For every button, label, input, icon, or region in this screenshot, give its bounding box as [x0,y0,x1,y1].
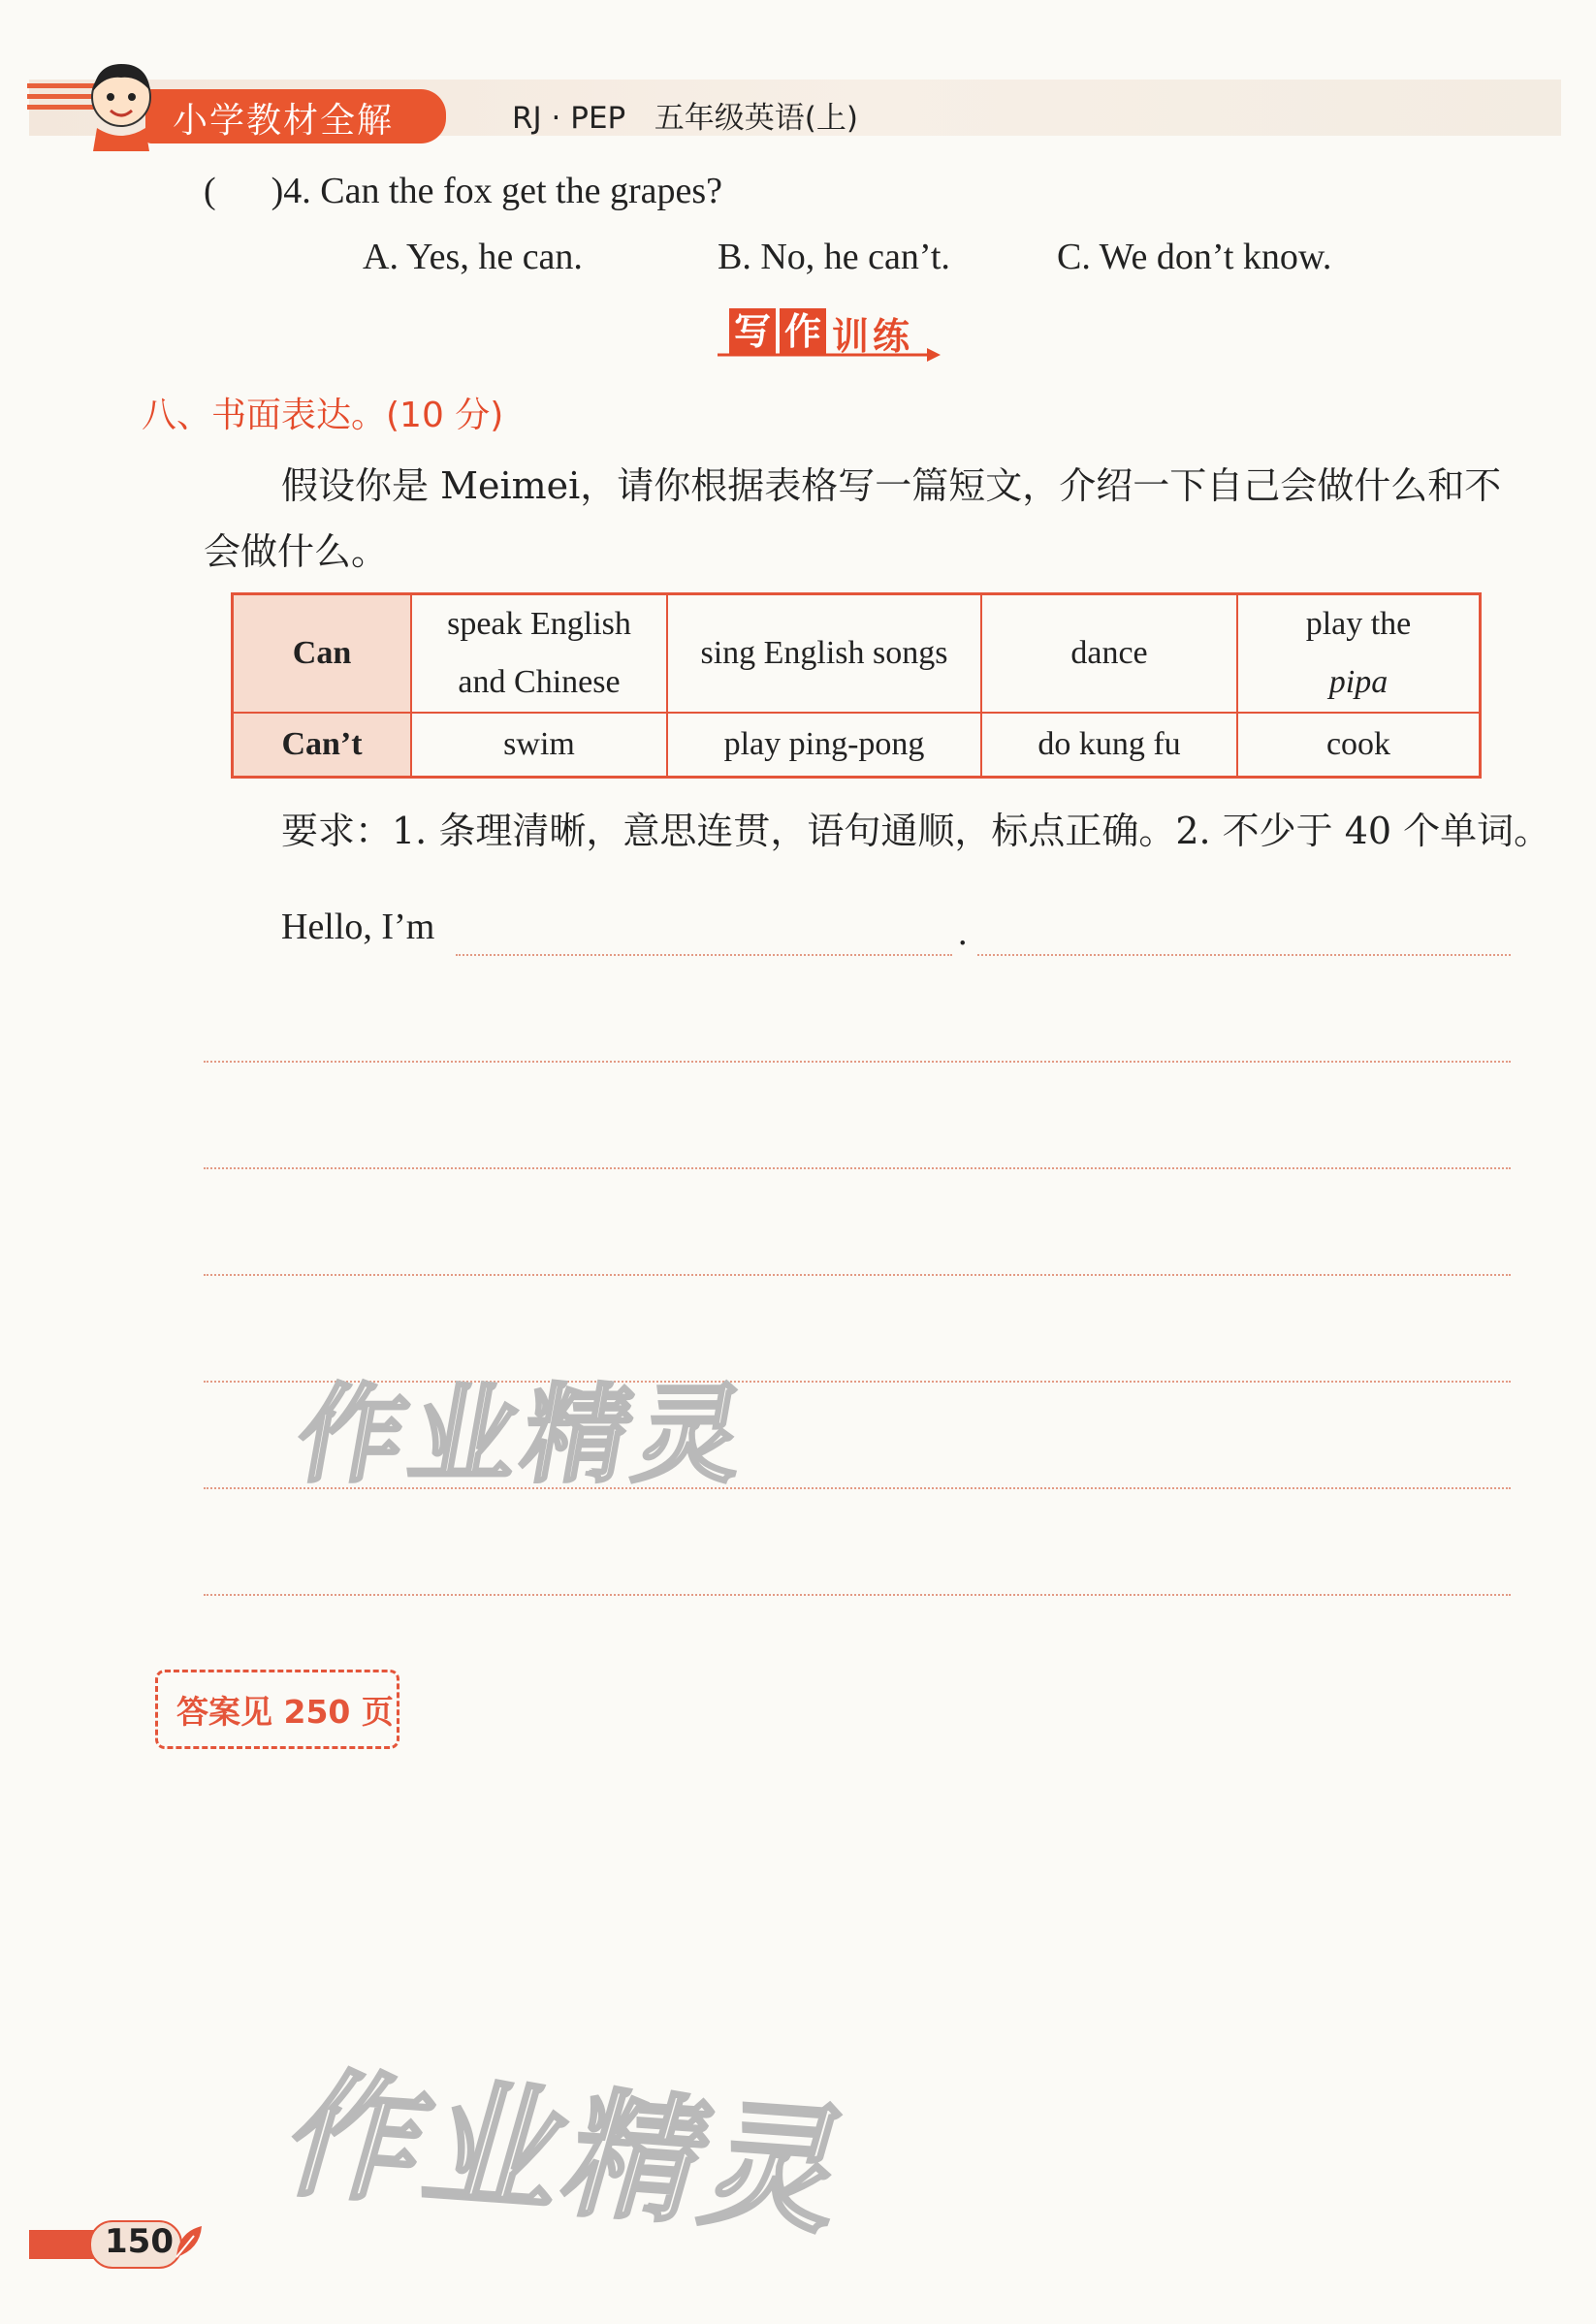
table-cell [411,594,667,714]
requirements: 要求：1. 条理清晰，意思连贯，语句通顺，标点正确。2. 不少于 40 个单词。 [281,810,1551,852]
answer-line[interactable] [977,954,1511,956]
answer-note: 答案见 250 页 [176,1693,394,1731]
table-row [233,713,1481,778]
badge-char: 写 [733,310,771,353]
prompt-text: 会做什么。 [204,530,389,573]
leaf-icon [173,2222,206,2261]
can-header: Can [233,594,412,714]
section-title: 八、书面表达。(10 分) [142,396,504,435]
cell-text: play the [1305,606,1412,642]
watermark: 作业精灵 [270,2055,872,2254]
period: . [958,912,968,953]
mascot-icon [68,50,175,157]
option-a: A. Yes, he can. [363,237,583,277]
answer-line[interactable] [204,1274,1511,1276]
badge-label: 训练 [832,315,914,358]
cant-header: Can’t [233,713,412,778]
table-row [233,594,1481,714]
table-cell [1237,594,1481,714]
badge-char: 作 [783,310,821,353]
table-cell: dance [981,594,1237,714]
cell-text: speak English [447,606,631,642]
prompt-text: 假设你是 Meimei，请你根据表格写一篇短文，介绍一下自己会做什么和不 [281,464,1502,507]
answer-line[interactable] [204,1594,1511,1596]
book-info: RJ · PEP 五年级英语(上) [512,101,858,136]
cell-text: and Chinese [458,664,621,700]
answer-blank[interactable] [456,954,952,956]
table-cell: play ping-pong [667,713,981,778]
page-number: 150 [105,2222,174,2261]
answer-line[interactable] [204,1061,1511,1063]
watermark: 作业精灵 [288,1373,760,1497]
table-cell: swim [411,713,667,778]
cell-text: pipa [1328,664,1389,700]
option-b: B. No, he can’t. [718,237,950,277]
ability-table [231,592,1482,779]
arrow-icon [708,345,950,365]
table-cell: do kung fu [981,713,1237,778]
writing-starter: Hello, I’m [281,907,435,947]
table-cell: cook [1237,713,1481,778]
brand-title: 小学教材全解 [173,101,395,141]
footer-bar [29,2230,97,2259]
option-c: C. We don’t know. [1057,237,1332,277]
question-4: ( )4. Can the fox get the grapes? [204,171,722,211]
table-cell: sing English songs [667,594,981,714]
answer-line[interactable] [204,1167,1511,1169]
